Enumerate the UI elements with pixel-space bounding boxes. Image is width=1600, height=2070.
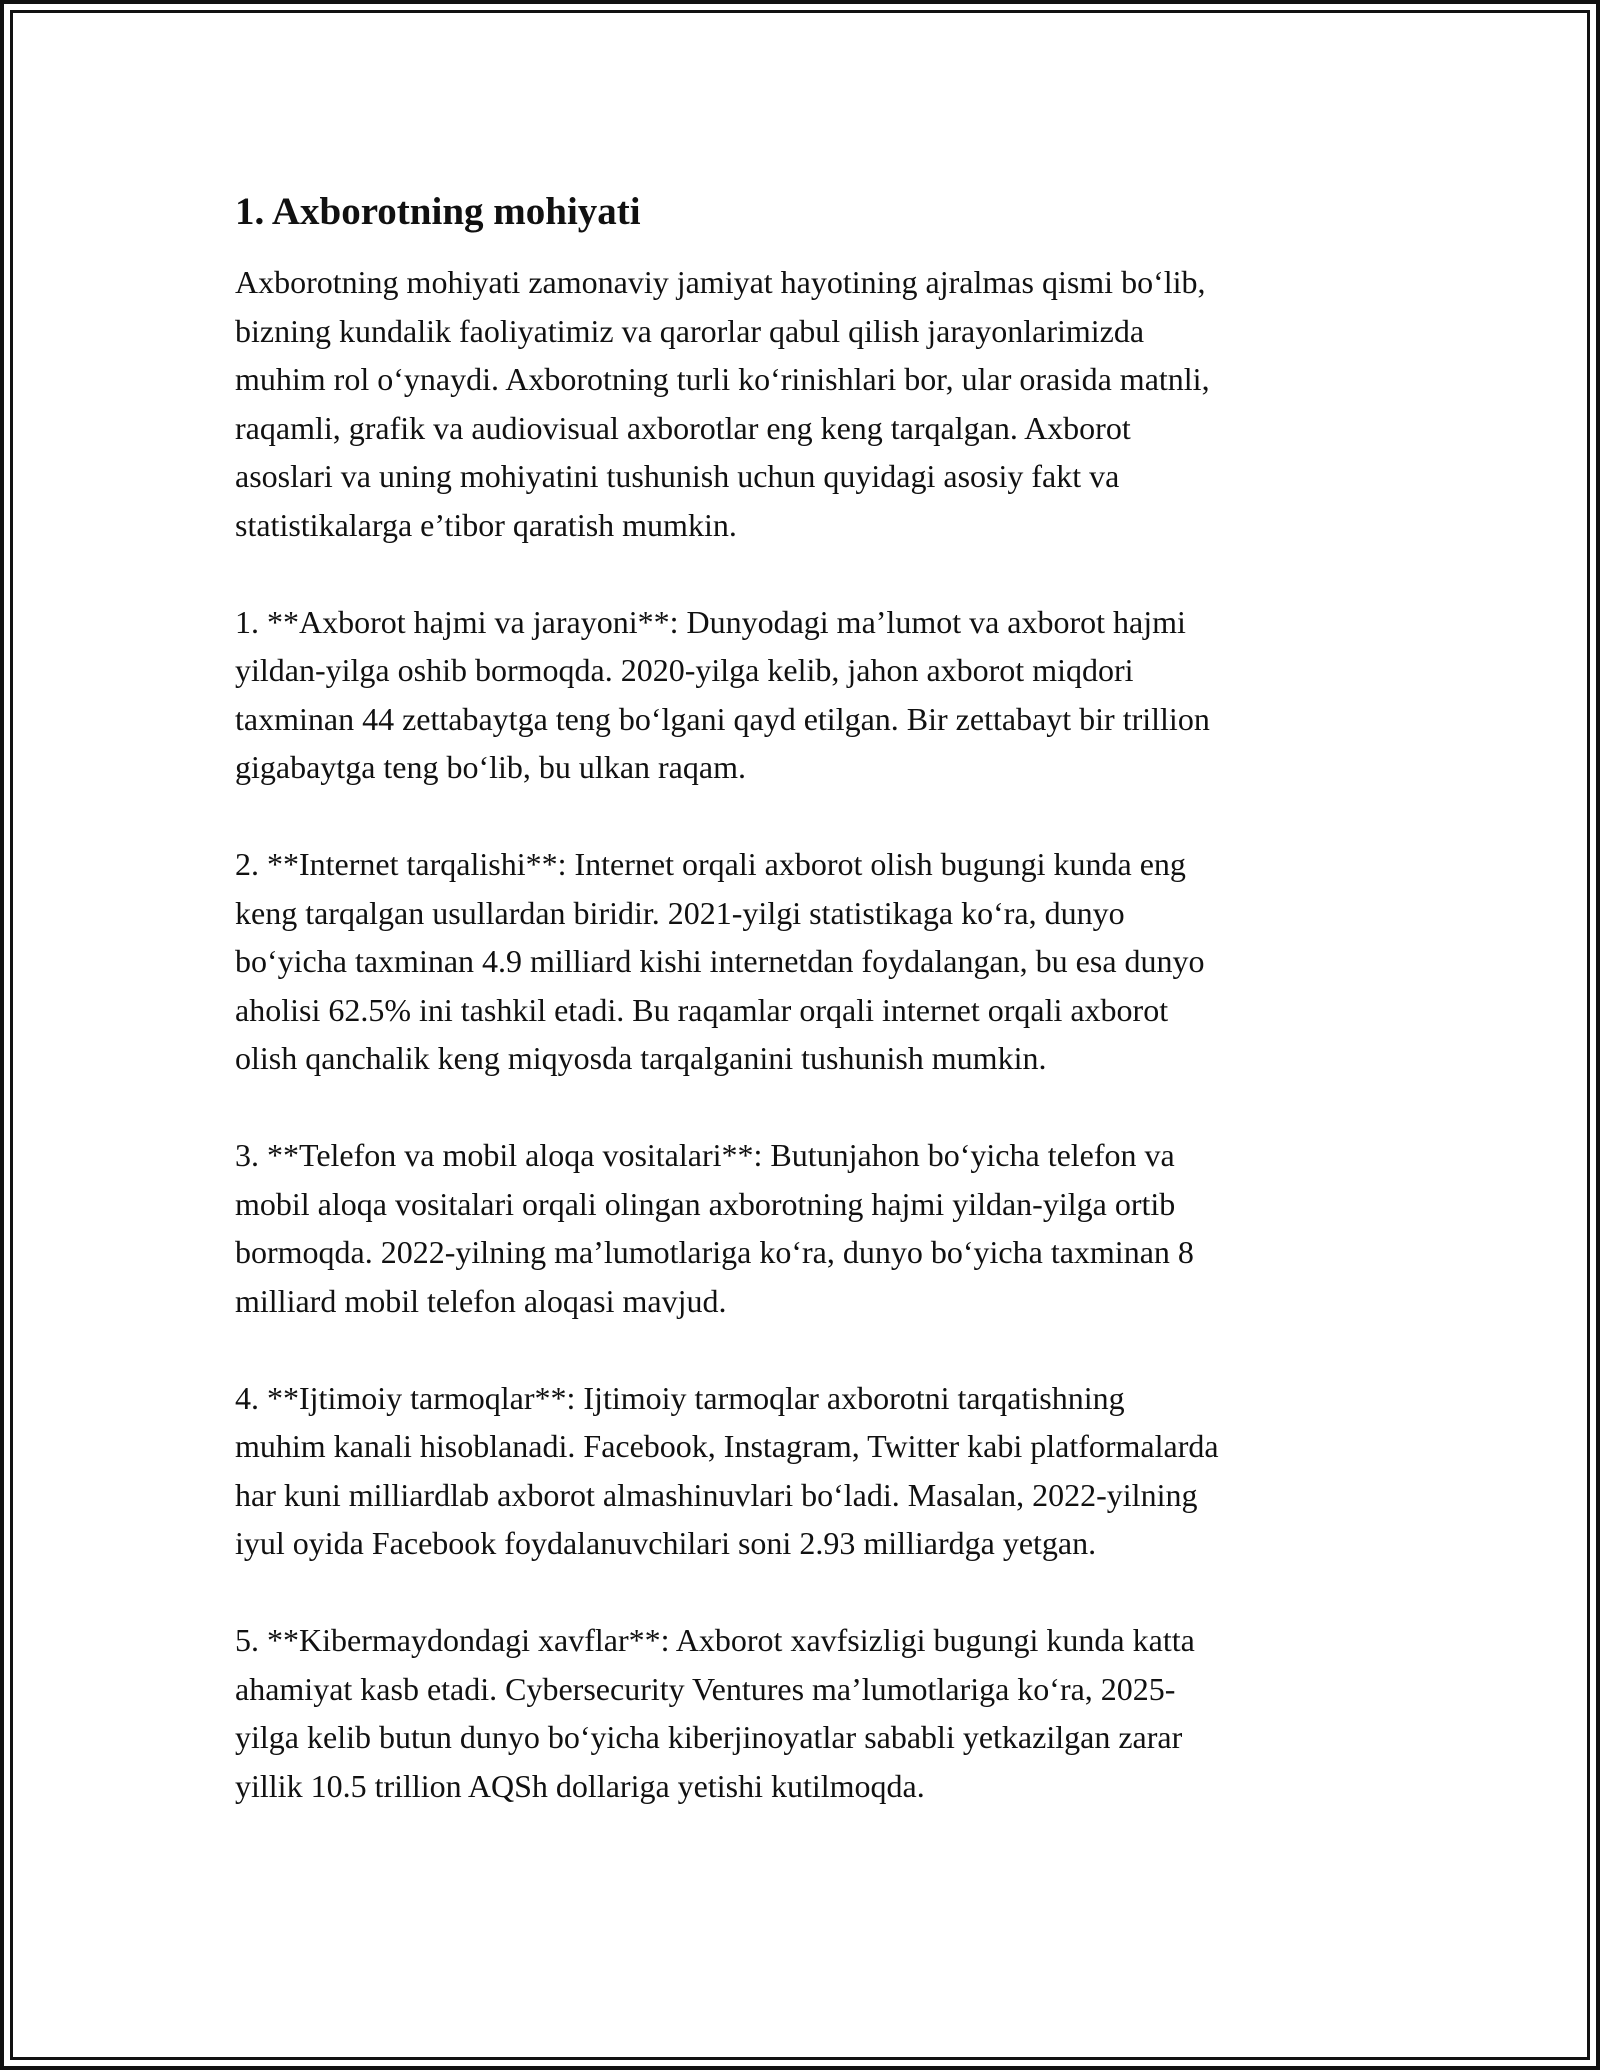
list-item-internet-spread: 2. **Internet tarqalishi**: Internet orqali axborot olish bugungi kunda eng keng tarqalgan usullardan biridir. 2021-yilgi statistikaga ko‘ra, dunyo bo‘yicha taxminan 4.9 milliard kishi internetdan foydalangan, bu esa dunyo aholisi 62.5% ini tashkil etadi. Bu raqamlar orqali internet orqali axborot olish qanchalik keng miqyosda tarqalganini tushunish mumkin. — [235, 846, 1205, 1076]
intro-paragraph: Axborotning mohiyati zamonaviy jamiyat hayotining ajralmas qismi bo‘lib, bizning kundalik faoliyatimiz va qarorlar qabul qilish jarayonlarimizda muhim rol o‘ynaydi. Axborotning turli ko‘rinishlari bor, ular orasida matnli, raqamli, grafik va audiovisual axborotlar eng keng tarqalgan. Axborot asoslari va uning mohiyatini tushunish uchun quyidagi asosiy fakt va statistikalarga e’tibor qaratish mumkin. — [235, 264, 1210, 543]
list-item-information-volume: 1. **Axborot hajmi va jarayoni**: Dunyodagi ma’lumot va axborot hajmi yildan-yilga oshib bormoqda. 2020-yilga kelib, jahon axborot miqdori taxminan 44 zettabaytga teng bo‘lgani qayd etilgan. Bir zettabayt bir trillion gigabaytga teng bo‘lib, bu ulkan raqam. — [235, 603, 1210, 785]
section-heading: 1. Axborotning mohiyati — [235, 190, 641, 233]
document-body — [235, 188, 1375, 1859]
list-item-mobile-communication: 3. **Telefon va mobil aloqa vositalari**: Butunjahon bo‘yicha telefon va mobil aloqa vositalari orqali olingan axborotning hajmi yildan-yilga ortib bormoqda. 2022-yilning ma’lumotlariga ko‘ra, dunyo bo‘yicha taxminan 8 milliard mobil telefon aloqasi mavjud. — [235, 1137, 1194, 1319]
list-item-social-networks: 4. **Ijtimoiy tarmoqlar**: Ijtimoiy tarmoqlar axborotni tarqatishning muhim kanali hisoblanadi. Facebook, Instagram, Twitter kabi platformalarda har kuni milliardlab axborot almashinuvlari bo‘ladi. Masalan, 2022-yilning iyul oyida Facebook foydalanuvchilari soni 2.93 milliardga yetgan. — [235, 1379, 1219, 1561]
list-item-cyber-threats: 5. **Kibermaydondagi xavflar**: Axborot xavfsizligi bugungi kunda katta ahamiyat kasb etadi. Cybersecurity Ventures ma’lumotlariga ko‘ra, 2025- yilga kelib butun dunyo bo‘yicha kiberjinoyatlar sababli yetkazilgan zarar yillik 10.5 trillion AQSh dollariga yetishi kutilmoqda. — [235, 1622, 1195, 1804]
